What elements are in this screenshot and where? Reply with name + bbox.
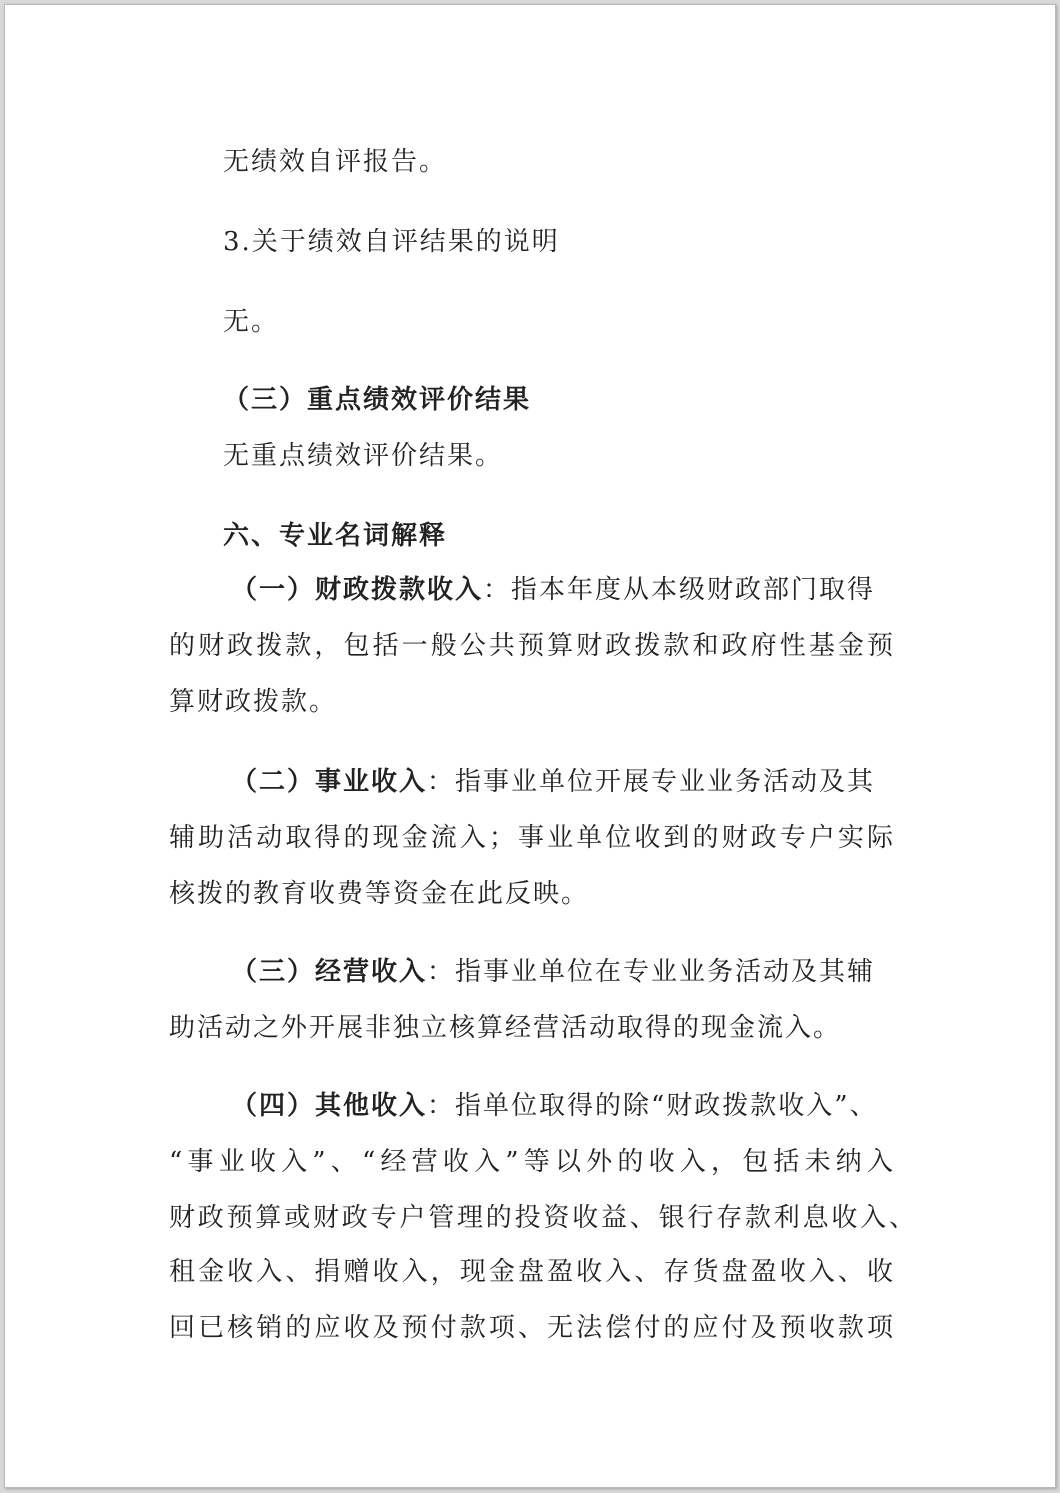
definition-fiscal-appropriation-line-1: （一）财政拨款收入：指本年度从本级财政部门取得 xyxy=(231,575,876,605)
definition-fiscal-appropriation-line-2: 的财政拨款，包括一般公共预算财政拨款和政府性基金预 xyxy=(169,631,895,661)
definition-other-income-line-4: 租金收入、捐赠收入，现金盘盈收入、存货盘盈收入、收 xyxy=(169,1257,895,1287)
heading-key-performance-evaluation: （三）重点绩效评价结果 xyxy=(223,385,532,415)
paragraph-no-key-evaluation: 无重点绩效评价结果。 xyxy=(223,441,504,471)
paragraph-no-self-evaluation-report: 无绩效自评报告。 xyxy=(223,147,448,177)
definition-other-income-line-2: “事业收入”、“经营收入”等以外的收入，包括未纳入 xyxy=(169,1147,895,1177)
definition-operating-income-line-2: 助活动之外开展非独立核算经营活动取得的现金流入。 xyxy=(169,1013,842,1043)
definition-other-income-line-1: （四）其他收入：指单位取得的除“财政拨款收入”、 xyxy=(231,1091,878,1121)
definition-business-income-line-3: 核拨的教育收费等资金在此反映。 xyxy=(169,879,590,909)
definition-other-income-line-3: 财政预算或财政专户管理的投资收益、银行存款利息收入、 xyxy=(169,1203,917,1233)
definition-operating-income-line-1: （三）经营收入：指事业单位在专业业务活动及其辅 xyxy=(231,957,876,987)
definition-term: （一）财政拨款收入 xyxy=(231,575,484,605)
paragraph-none: 无。 xyxy=(223,307,280,337)
definition-business-income-line-2: 辅助活动取得的现金流入；事业单位收到的财政专户实际 xyxy=(169,823,895,853)
definition-business-income-line-1: （二）事业收入：指事业单位开展专业业务活动及其 xyxy=(231,767,876,797)
heading-glossary: 六、专业名词解释 xyxy=(223,521,448,551)
definition-other-income-line-5: 回已核销的应收及预付款项、无法偿付的应付及预收款项 xyxy=(169,1313,895,1343)
definition-term: （四）其他收入 xyxy=(231,1091,428,1121)
definition-term: （三）经营收入 xyxy=(231,957,428,987)
definition-term: （二）事业收入 xyxy=(231,767,428,797)
definition-fiscal-appropriation-line-3: 算财政拨款。 xyxy=(169,687,338,717)
heading-self-evaluation-results: 3.关于绩效自评结果的说明 xyxy=(223,227,560,257)
document-page xyxy=(4,4,1056,1488)
